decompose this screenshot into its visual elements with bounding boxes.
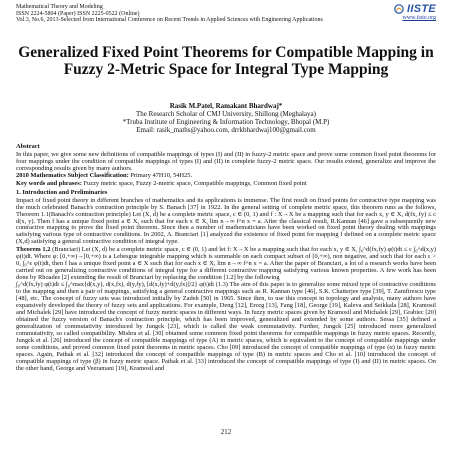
keywords-label: Key words and phrases:	[16, 179, 82, 187]
journal-issn: ISSN 2224-5804 (Paper) ISSN 2225-0522 (Online)	[16, 10, 140, 17]
paper-title: Generalized Fixed Point Theorems for Compatible Mapping in Fuzzy 2-Metric Space for Integral Type Mapping	[18, 44, 434, 78]
journal-info	[16, 4, 323, 24]
theorem-label: Theorem 1.2	[16, 245, 51, 253]
msc-value: Primary 47H10, 54H25.	[130, 172, 193, 180]
journal-volume: Vol.3, No.6, 2013-Selected from International Conference on Recent Trends in Applied Sciences with Engineering Applications	[16, 17, 323, 24]
abstract-text: In this paper, we give some new definitions of compatible mappings of types (I) and (II) in fuzzy-2 metric space and prove some common fixed point theorems for four mappings under the condition of compatible mappings of types (I) and (II) in complete fuzzy-2 metric space. Our results extend, generalize and improve the corresponding results given by many authors.	[16, 150, 436, 172]
theorem-text: (Branciari) Let (X, d) be a complete metric space, c ∈ (0, 1) and let f: X→X be a mapping such that for each x, y ∈ X, ∫₀^d(fx,fy) φ(t)dt ≤ c ∫₀^d(x,y) φ(t)dt. Where φ: [0,+∞)→[0,+∞) is a Lebesgue integrable mapping which is summable on each compact subset of [0,+∞), non negative, and such that for each ε > 0, ∫₀^ε φ(t)dt, then f has a unique fixed point a ∈ X such that for each x ∈ X, lim n→∞ f^n x = a. After the paper of Branciari, a lot of a research works have been carried out on generalizing contractive conditions of integral type for a different contractive mapping satisfying various known properties. A few work has been done by Rhoades [2] extending the result of Branciari by replacing the condition [1.2] by the following	[16, 245, 436, 281]
keywords-value: Fuzzy metric space, Fuzzy 2-metric space, Compatible mappings, Common fixed point	[83, 179, 307, 187]
journal-brand	[394, 4, 436, 22]
iiste-logo-text: IISTE	[406, 3, 436, 15]
abstract-heading: Abstract	[16, 143, 40, 150]
section-1-paragraph-1: Impact of fixed point theory in different branches of mathematics and its applications is immense. The first result on fixed points for contractive type mapping was the much celebrated Banach's contraction principle by S. Banach [37] in 1922. In the general setting of complete metric space, this theorem runs as the follows, Theorem 1.1(Banach's contraction principle) Let (X, d) be a complete metric space, c ∈ (0, 1) and f : X→X be a mapping such that for each x, y ∈ X, d(fx, fy) ≤ c d(x, y). Then f has a unique fixed point a ∈ X, such that for each x ∈ X, lim n→∞ f^n x = a. After the classical result, R.Kannan [46] gave a subsequently new contractive mapping to prove the fixed point theorem. Since then a number of mathematicians have been worked on fixed point theory dealing with mappings satisfying various type of contractive conditions. In 2002, A. Branciari [1] analyzed the existence of fixed point for mapping f defined on a complete metric space (X,d) satisfying a general contractive condition of integral type.	[16, 196, 436, 246]
page-number: 212	[220, 428, 232, 436]
affiliation-2: *Truba Institute of Engineering & Information Technology, Bhopal (M.P)	[122, 117, 330, 126]
journal-header	[16, 4, 436, 28]
journal-name: Mathematical Theory and Modeling	[16, 4, 103, 10]
msc-label: 2010 Mathematics Subject Classification:	[16, 172, 129, 180]
section-1-heading: 1. Introduction and Preliminaries	[16, 188, 108, 196]
journal-url-link[interactable]: www.iiste.org	[402, 15, 436, 21]
iiste-logo	[394, 4, 436, 15]
theorem-1-2	[16, 247, 436, 282]
author-emails: Email: rasik_maths@yahoo.com, drrkbhardwaj100@gmail.com	[136, 125, 316, 134]
section-1-paragraph-2: ∫₀^d(fx,fy) φ(t)dt ≤ ∫₀^max{d(x,y), d(x,fx), d(y,fy), [d(x,fy)+d(y,fx)]/2} φ(t)dt (1.3) The aim of this paper is to generalize some mixed type of contractive conditions to the mapping and then a pair of mappings, satisfying a general contractive mappings such as R. Kannan type [46], S.K. Chatterjee type [39], T. Zamfirescu type [48], etc. The concept of fuzzy sets was introduced initially by Zadeh [50] in 1965. Since then, to use this concept in topology and analysis, many authors have expansively developed the theory of fuzzy sets and applications. For example, Deng [12], Erceg [13], Fang [18], George [19], Kaleva and Seikkala [28], Kramosil and Michalek [29] have introduced the concept of fuzzy metric spaces in different ways. In fuzzy metric spaces given by Kramosil and Michalek [29], Grabiec [20] obtained the fuzzy version of Banach's contraction principle, which has been improved, generalized and extended by some authors. Sessa [35] defined a generalization of commutativity introduced by Jungck [23], which is called the weak commutativity. Further, Jungck [25] introduced more generalized commutativity, so called compatibility. Mishra et al. [30] obtained some common fixed point theorems for compatible mappings in fuzzy metric spaces. Recently, Jungck et al. [26] introduced the concept of compatible mappings of type (A) in metric spaces, which is equivalent to the concept of compatible mappings under some conditions, and proved common fixed point theorems in metric spaces. Cho [09] introduced the concept of compatible mappings of type (α) in fuzzy metric spaces. Again, Pathak et al. [32] introduced the concept of compatible mappings of type (B) in metric spaces and Cho et al. [10] introduced the concept of compatible mappings of type (β) in fuzzy metric space. Pathak et al. [33] introduced the concept of compatible mappings of type (I) and (II) in metric spaces. On the other hand, George and Veeramani [19], Kramosil and	[16, 281, 436, 372]
author-names: Rasik M.Patel, Ramakant Bhardwaj*	[169, 102, 283, 110]
paper-body	[16, 142, 436, 373]
keywords-line	[16, 181, 436, 188]
iiste-logo-icon	[394, 4, 404, 14]
affiliation-1: The Research Scholar of CMJ University, Shillong (Meghalaya)	[136, 109, 316, 118]
author-block	[18, 103, 434, 135]
